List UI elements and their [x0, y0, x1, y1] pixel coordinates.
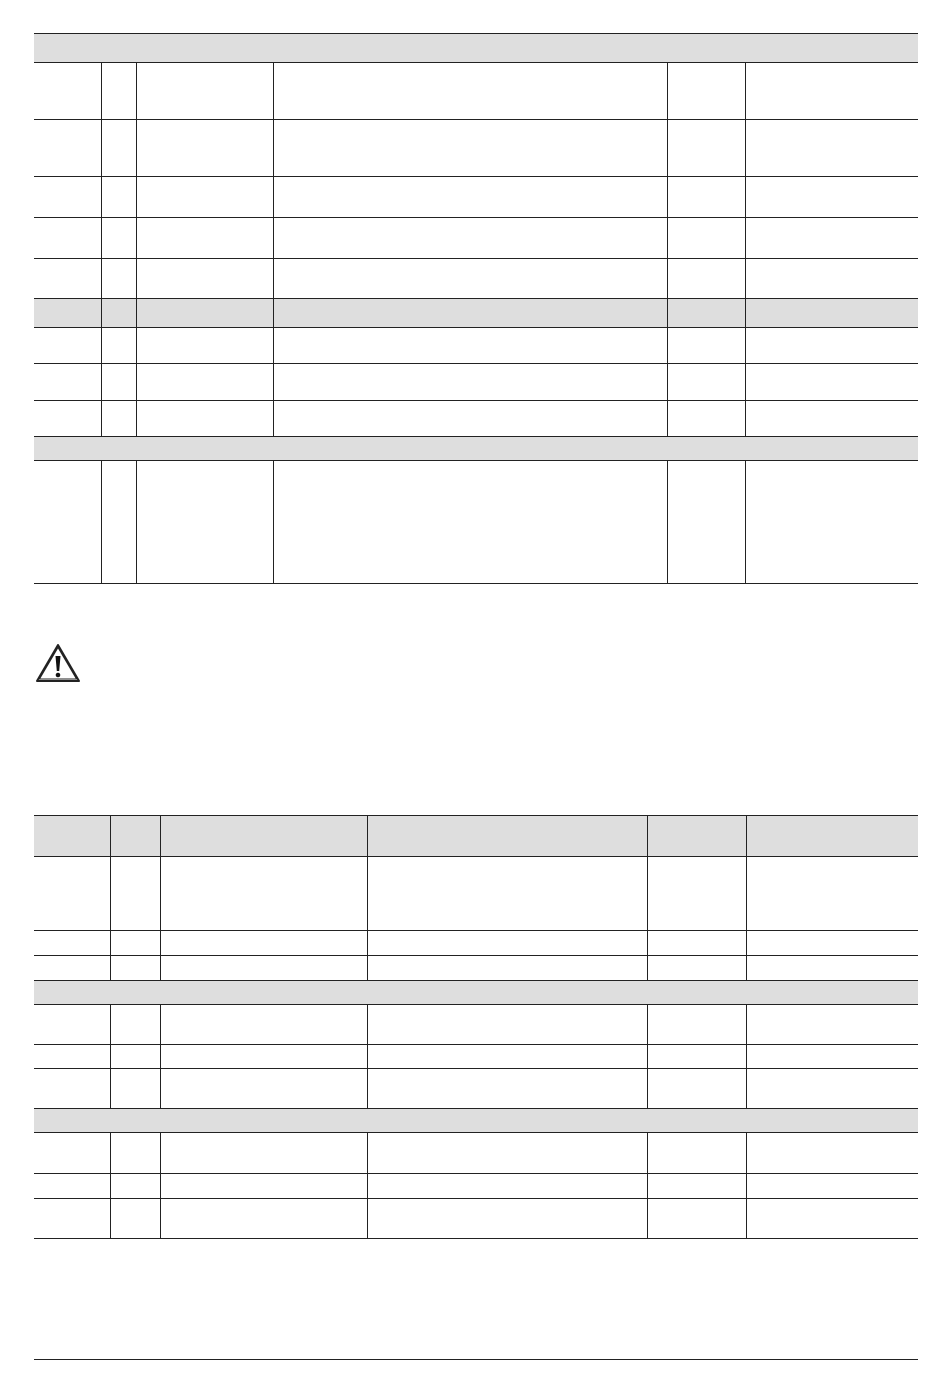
- table-cell: [745, 259, 754, 298]
- table-row: [34, 1005, 918, 1045]
- table-cell: [136, 259, 145, 298]
- table-cell: [667, 218, 676, 258]
- table-cell: [667, 177, 676, 217]
- table-cell: [273, 364, 282, 400]
- table-cell: [101, 63, 110, 119]
- table-cell: [746, 931, 755, 955]
- table-cell: [160, 1133, 169, 1173]
- table-cell: [367, 857, 376, 930]
- table-cell: [160, 1199, 169, 1238]
- table-cell: [647, 931, 656, 955]
- table-cell: [136, 401, 145, 436]
- table-cell: [647, 1133, 656, 1173]
- table-cell: [273, 299, 282, 327]
- table-cell: [136, 63, 145, 119]
- table-cell: [160, 956, 169, 980]
- table-row: [34, 1199, 918, 1239]
- table-2-section-header: [34, 1109, 918, 1133]
- table-row: [34, 259, 918, 299]
- table-cell: [101, 218, 110, 258]
- table-cell: [160, 816, 169, 856]
- table-cell: [647, 857, 656, 930]
- table-cell: [273, 63, 282, 119]
- table-row: [34, 218, 918, 259]
- table-cell: [160, 1045, 169, 1068]
- table-row: [34, 328, 918, 364]
- table-cell: [667, 63, 676, 119]
- table-cell: [367, 816, 376, 856]
- table-cell: [110, 931, 119, 955]
- table-cell: [746, 1174, 755, 1198]
- table-cell: [745, 461, 754, 583]
- table-cell: [745, 218, 754, 258]
- table-cell: [647, 1199, 656, 1238]
- table-row: [34, 1045, 918, 1069]
- table-row: [34, 931, 918, 956]
- table-cell: [273, 461, 282, 583]
- table-row: [34, 1133, 918, 1174]
- table-cell: [160, 1069, 169, 1108]
- table-cell: [101, 299, 110, 327]
- table-row: [34, 956, 918, 981]
- table-cell: [101, 259, 110, 298]
- table-cell: [273, 259, 282, 298]
- table-row: [34, 63, 918, 120]
- table-row: [34, 857, 918, 931]
- table-cell: [110, 1045, 119, 1068]
- table-cell: [136, 177, 145, 217]
- table-cell: [745, 364, 754, 400]
- table-cell: [136, 299, 145, 327]
- table-1-section-header: [34, 34, 918, 63]
- table-cell: [647, 1174, 656, 1198]
- table-cell: [110, 1199, 119, 1238]
- table-cell: [136, 461, 145, 583]
- table-cell: [647, 1045, 656, 1068]
- table-cell: [647, 956, 656, 980]
- table-1: [34, 33, 918, 584]
- table-cell: [746, 816, 755, 856]
- table-cell: [110, 1174, 119, 1198]
- table-cell: [101, 364, 110, 400]
- table-cell: [136, 364, 145, 400]
- table-cell: [667, 461, 676, 583]
- table-cell: [367, 931, 376, 955]
- table-cell: [647, 816, 656, 856]
- table-row: [34, 299, 918, 328]
- table-cell: [745, 401, 754, 436]
- table-cell: [745, 63, 754, 119]
- table-cell: [745, 120, 754, 176]
- table-cell: [745, 299, 754, 327]
- table-1-section-header: [34, 437, 918, 461]
- table-cell: [136, 328, 145, 363]
- table-cell: [160, 931, 169, 955]
- table-cell: [110, 816, 119, 856]
- table-row: [34, 364, 918, 401]
- table-cell: [745, 177, 754, 217]
- table-cell: [746, 1045, 755, 1068]
- table-row: [34, 461, 918, 584]
- table-cell: [160, 857, 169, 930]
- table-cell: [273, 218, 282, 258]
- table-cell: [667, 120, 676, 176]
- table-cell: [667, 328, 676, 363]
- table-cell: [273, 177, 282, 217]
- warning-triangle-icon: [35, 643, 81, 683]
- table-cell: [110, 1069, 119, 1108]
- table-cell: [367, 1133, 376, 1173]
- table-cell: [746, 956, 755, 980]
- table-cell: [367, 1174, 376, 1198]
- table-cell: [101, 177, 110, 217]
- table-cell: [101, 461, 110, 583]
- table-row: [34, 1174, 918, 1199]
- table-cell: [367, 1069, 376, 1108]
- table-cell: [745, 328, 754, 363]
- table-row: [34, 120, 918, 177]
- table-cell: [367, 1045, 376, 1068]
- table-cell: [367, 1005, 376, 1044]
- table-cell: [667, 364, 676, 400]
- table-cell: [110, 1133, 119, 1173]
- table-cell: [273, 120, 282, 176]
- table-cell: [110, 1005, 119, 1044]
- table-cell: [136, 218, 145, 258]
- table-cell: [273, 401, 282, 436]
- table-cell: [110, 857, 119, 930]
- table-cell: [110, 956, 119, 980]
- table-cell: [667, 259, 676, 298]
- footer-rule: [34, 1359, 918, 1360]
- table-cell: [746, 1133, 755, 1173]
- table-cell: [101, 401, 110, 436]
- table-row: [34, 177, 918, 218]
- table-row: [34, 401, 918, 437]
- table-2: [34, 815, 918, 1239]
- table-2-section-header: [34, 981, 918, 1005]
- table-cell: [667, 401, 676, 436]
- table-2-header-row: [34, 816, 918, 857]
- table-cell: [273, 328, 282, 363]
- table-cell: [647, 1069, 656, 1108]
- table-cell: [136, 120, 145, 176]
- table-cell: [101, 120, 110, 176]
- table-cell: [647, 1005, 656, 1044]
- table-cell: [746, 1199, 755, 1238]
- table-cell: [367, 956, 376, 980]
- table-cell: [160, 1174, 169, 1198]
- table-cell: [746, 1005, 755, 1044]
- table-row: [34, 1069, 918, 1109]
- table-cell: [746, 857, 755, 930]
- table-cell: [667, 299, 676, 327]
- table-cell: [367, 1199, 376, 1238]
- table-cell: [160, 1005, 169, 1044]
- table-cell: [746, 1069, 755, 1108]
- table-cell: [101, 328, 110, 363]
